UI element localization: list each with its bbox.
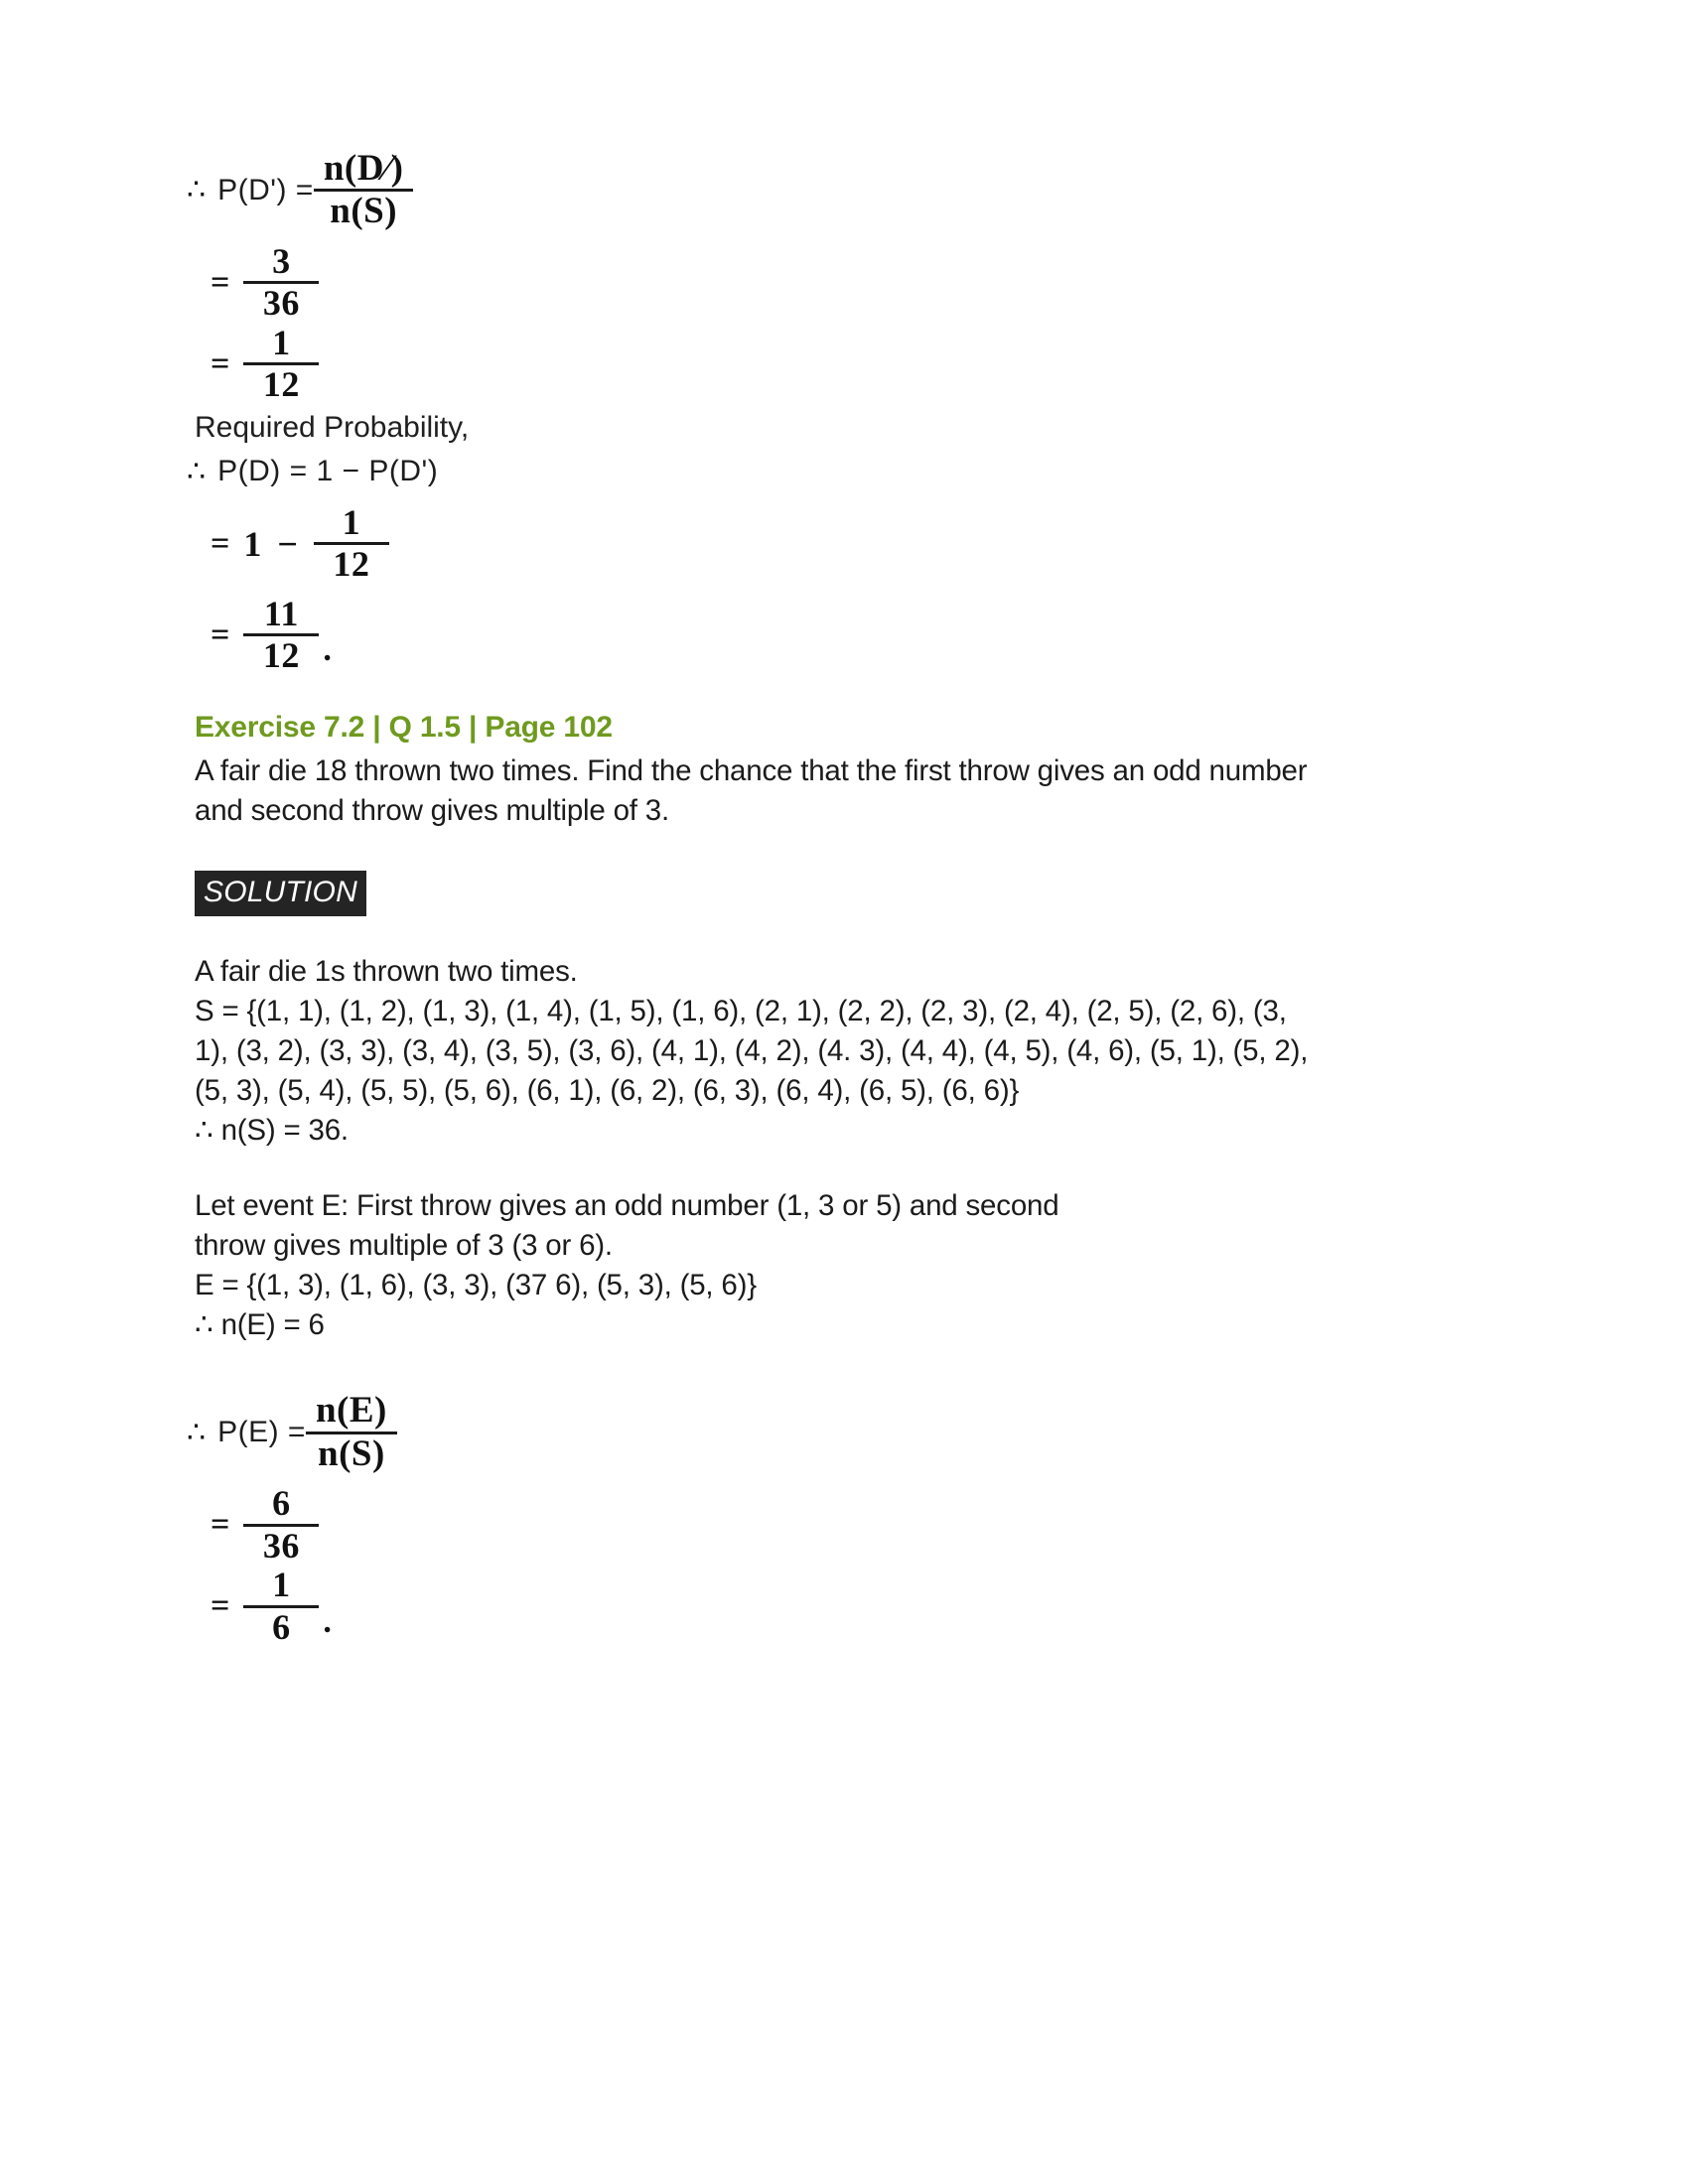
event-definition-line-2: throw gives multiple of 3 (3 or 6). <box>195 1229 613 1263</box>
fraction-numerator: 3 <box>272 240 291 281</box>
fraction-1-over-12 <box>243 324 319 405</box>
math-expression-6-over-36 <box>197 1484 1485 1566</box>
fraction-1-over-12 <box>314 503 389 585</box>
equals-sign: = <box>211 1587 230 1625</box>
math-expression-1-minus-1-over-12 <box>197 503 1485 585</box>
probability-complement-statement: P(D) = 1 − P(D') <box>217 455 439 488</box>
math-expression-1-over-6 <box>197 1566 1485 1647</box>
n-of-e-value: ∴ n(E) = 6 <box>195 1308 325 1342</box>
required-probability-label: Required Probability, <box>195 410 470 444</box>
probability-label-pe: P(E) = <box>217 1416 306 1449</box>
fraction-denominator: 12 <box>262 635 300 675</box>
fraction-denominator: 12 <box>262 364 300 405</box>
fraction-numerator: n(D⁄) <box>323 148 404 189</box>
question-text-line-1: A fair die 18 thrown two times. Find the chance that the first throw gives an odd number <box>195 754 1308 788</box>
math-expression-pd-equals <box>187 455 1485 489</box>
exercise-heading: Exercise 7.2 | Q 1.5 | Page 102 <box>195 711 613 745</box>
event-definition-line-1: Let event E: First throw gives an odd number (1, 3 or 5) and second <box>195 1189 1059 1223</box>
question-text-line-2: and second throw gives multiple of 3. <box>195 794 669 828</box>
fraction-denominator: 36 <box>262 283 300 324</box>
fraction-numerator: 6 <box>272 1483 291 1524</box>
fraction-6-over-36 <box>243 1484 319 1566</box>
equals-sign: = <box>211 524 230 562</box>
fraction-numerator: n(E) <box>315 1390 387 1432</box>
fraction-1-over-6 <box>243 1566 319 1647</box>
trailing-period: . <box>323 1603 332 1641</box>
fraction-3-over-36 <box>243 242 319 324</box>
therefore-symbol: ∴ <box>187 455 207 488</box>
sample-space-line-2: 1), (3, 2), (3, 3), (3, 4), (3, 5), (3, 6), (4, 1), (4, 2), (4. 3), (4, 4), (4, 5), (4, 6), (5, 1), (5, 2), <box>195 1034 1309 1068</box>
fraction-numerator: 1 <box>272 1565 291 1605</box>
fraction-ndprime-over-ns <box>314 149 414 232</box>
n-of-s-value: ∴ n(S) = 36. <box>195 1114 349 1148</box>
fraction-denominator: 6 <box>272 1606 291 1647</box>
math-expression-1-over-12 <box>197 324 1485 405</box>
math-expression-3-over-36 <box>197 242 1485 324</box>
math-expression-11-over-12 <box>197 595 1485 676</box>
fraction-denominator: 36 <box>262 1525 300 1566</box>
fraction-denominator: 12 <box>333 544 370 585</box>
whole-number-one: 1 <box>243 523 262 564</box>
page-content <box>187 148 1485 1647</box>
fraction-11-over-12 <box>243 595 319 676</box>
trailing-period: . <box>323 631 332 669</box>
probability-label-pd-prime: P(D') = <box>217 173 314 206</box>
event-set-line: E = {(1, 3), (1, 6), (3, 3), (37 6), (5, 3), (5, 6)} <box>195 1269 757 1302</box>
minus-sign: − <box>277 523 298 564</box>
solution-chip-wrapper <box>195 871 1485 916</box>
fraction-ne-over-ns <box>306 1391 397 1474</box>
fraction-denominator: n(S) <box>330 191 398 232</box>
fraction-denominator: n(S) <box>318 1433 385 1474</box>
equals-sign: = <box>211 344 230 382</box>
solution-badge: SOLUTION <box>195 871 366 916</box>
fraction-numerator: 11 <box>263 593 299 633</box>
equals-sign: = <box>211 1506 230 1544</box>
math-expression-pd-prime <box>187 149 1485 232</box>
therefore-symbol: ∴ <box>187 174 207 207</box>
sample-space-line-3: (5, 3), (5, 4), (5, 5), (5, 6), (6, 1), (6, 2), (6, 3), (6, 4), (6, 5), (6, 6)} <box>195 1074 1020 1108</box>
equals-sign: = <box>211 615 230 653</box>
fraction-numerator: 1 <box>342 501 361 542</box>
sample-space-line-1: S = {(1, 1), (1, 2), (1, 3), (1, 4), (1, 5), (1, 6), (2, 1), (2, 2), (2, 3), (2, 4), (2, 5), (2, 6), (3, <box>195 995 1287 1028</box>
fraction-numerator: 1 <box>272 322 291 362</box>
solution-intro-line: A fair die 1s thrown two times. <box>195 955 578 989</box>
therefore-symbol: ∴ <box>187 1416 207 1449</box>
equals-sign: = <box>211 263 230 301</box>
math-expression-pe-equals <box>187 1391 1485 1474</box>
